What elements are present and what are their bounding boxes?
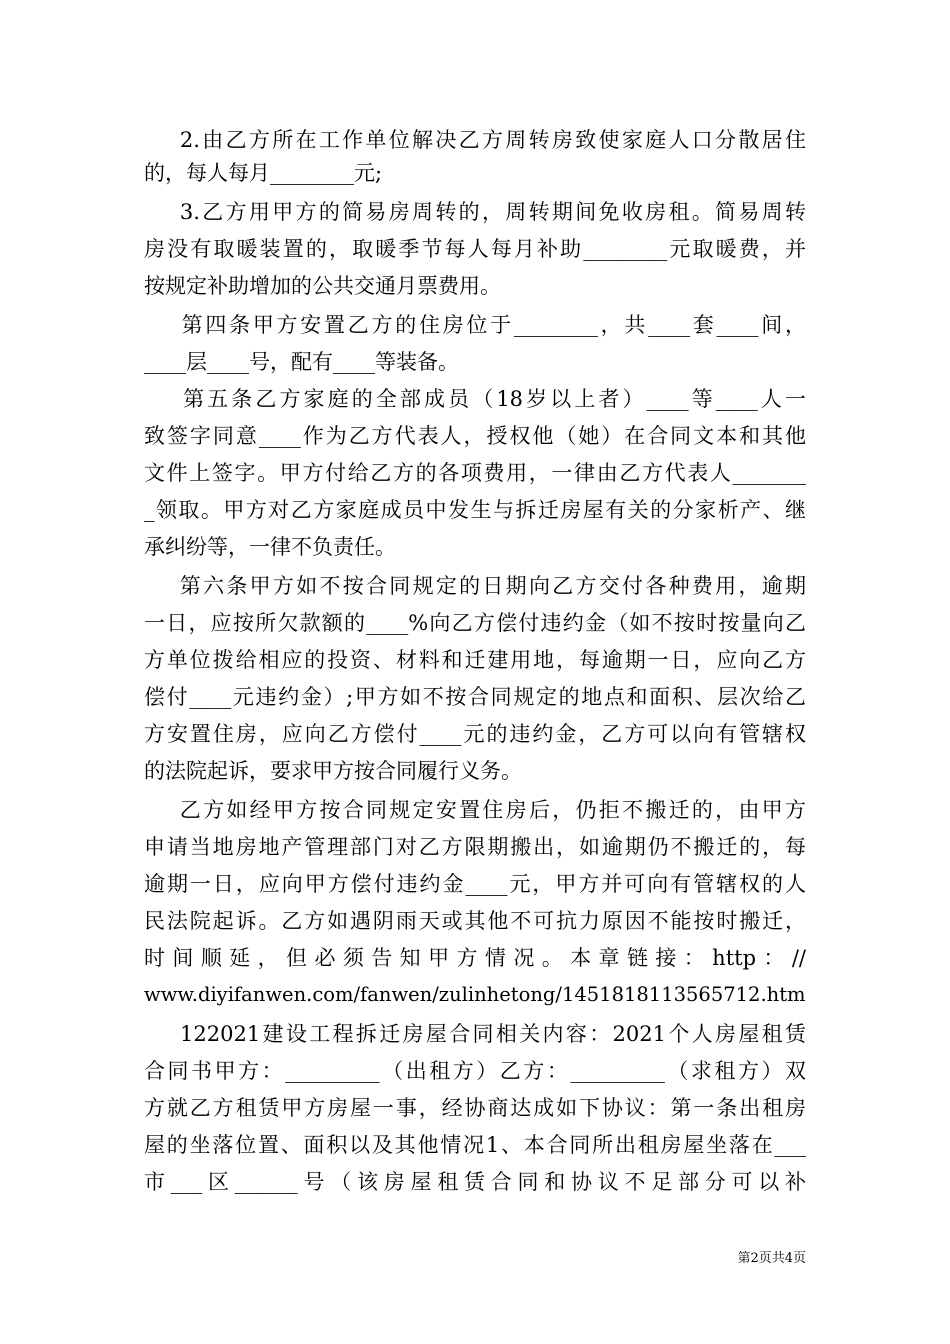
text-line: 文件上签字。甲方付给乙方的各项费用，一律由乙方代表人_______ xyxy=(144,461,806,485)
text-line: 2.由乙方所在工作单位解决乙方周转房致使家庭人口分散居住 xyxy=(144,128,806,152)
text-line: 民法院起诉。乙方如遇阴雨天或其他不可抗力原因不能按时搬迁， xyxy=(144,909,806,933)
text-line: 致签字同意____作为乙方代表人，授权他（她）在合同文本和其他 xyxy=(144,424,806,448)
text-line: 申请当地房地产管理部门对乙方限期搬出，如逾期仍不搬迁的，每 xyxy=(144,835,806,859)
text-line: 一日，应按所欠款额的____%向乙方偿付违约金（如不按时按量向乙 xyxy=(144,611,806,635)
page-number: 第2页共4页 xyxy=(737,1251,806,1266)
text-line: 方就乙方租赁甲方房屋一事，经协商达成如下协议：第一条出租房 xyxy=(144,1096,806,1120)
text-line: 第四条甲方安置乙方的住房位于________，共____套____间， xyxy=(144,313,806,337)
text-line: ____层____号，配有____等装备。 xyxy=(144,350,459,374)
text-line: 3.乙方用甲方的简易房周转的，周转期间免收房租。简易周转 xyxy=(144,200,806,224)
text-line: _领取。甲方对乙方家庭成员中发生与拆迁房屋有关的分家析产、继 xyxy=(144,498,806,522)
text-line: 按规定补助增加的公共交通月票费用。 xyxy=(144,274,501,298)
text-line: 市___区______号（该房屋租赁合同和协议不足部分可以补 xyxy=(144,1170,806,1194)
text-line: 屋的坐落位置、面积以及其他情况1、本合同所出租房屋坐落在___ xyxy=(144,1133,806,1157)
text-line: 第六条甲方如不按合同规定的日期向乙方交付各种费用，逾期 xyxy=(144,574,806,598)
text-line: 的，每人每月________元; xyxy=(144,161,383,185)
text-line: 方安置住房，应向乙方偿付____元的违约金，乙方可以向有管辖权 xyxy=(144,722,806,746)
text-line: 合同书甲方：_________（出租方）乙方：_________（求租方）双 xyxy=(144,1059,806,1083)
text-line: 方单位拨给相应的投资、材料和迁建用地，每逾期一日，应向乙方 xyxy=(144,648,806,672)
text-line: 的法院起诉，要求甲方按合同履行义务。 xyxy=(144,759,522,783)
text-line: 偿付____元违约金）;甲方如不按合同规定的地点和面积、层次给乙 xyxy=(144,685,806,709)
text-line: 承纠纷等，一律不负责任。 xyxy=(144,535,396,559)
text-line: 122021建设工程拆迁房屋合同相关内容：2021个人房屋租赁 xyxy=(144,1022,806,1046)
text-line: 时间顺延，但必须告知甲方情况。本章链接：http：// xyxy=(144,946,806,970)
text-line: 第五条乙方家庭的全部成员（18岁以上者）____等____人一 xyxy=(144,387,806,411)
text-line: www.diyifanwen.com/fanwen/zulinhetong/1451818113565712.htm xyxy=(144,983,806,1006)
text-line: 乙方如经甲方按合同规定安置住房后，仍拒不搬迁的，由甲方 xyxy=(144,798,806,822)
text-line: 房没有取暖装置的，取暖季节每人每月补助________元取暖费，并 xyxy=(144,237,806,261)
text-line: 逾期一日，应向甲方偿付违约金____元，甲方并可向有管辖权的人 xyxy=(144,872,806,896)
